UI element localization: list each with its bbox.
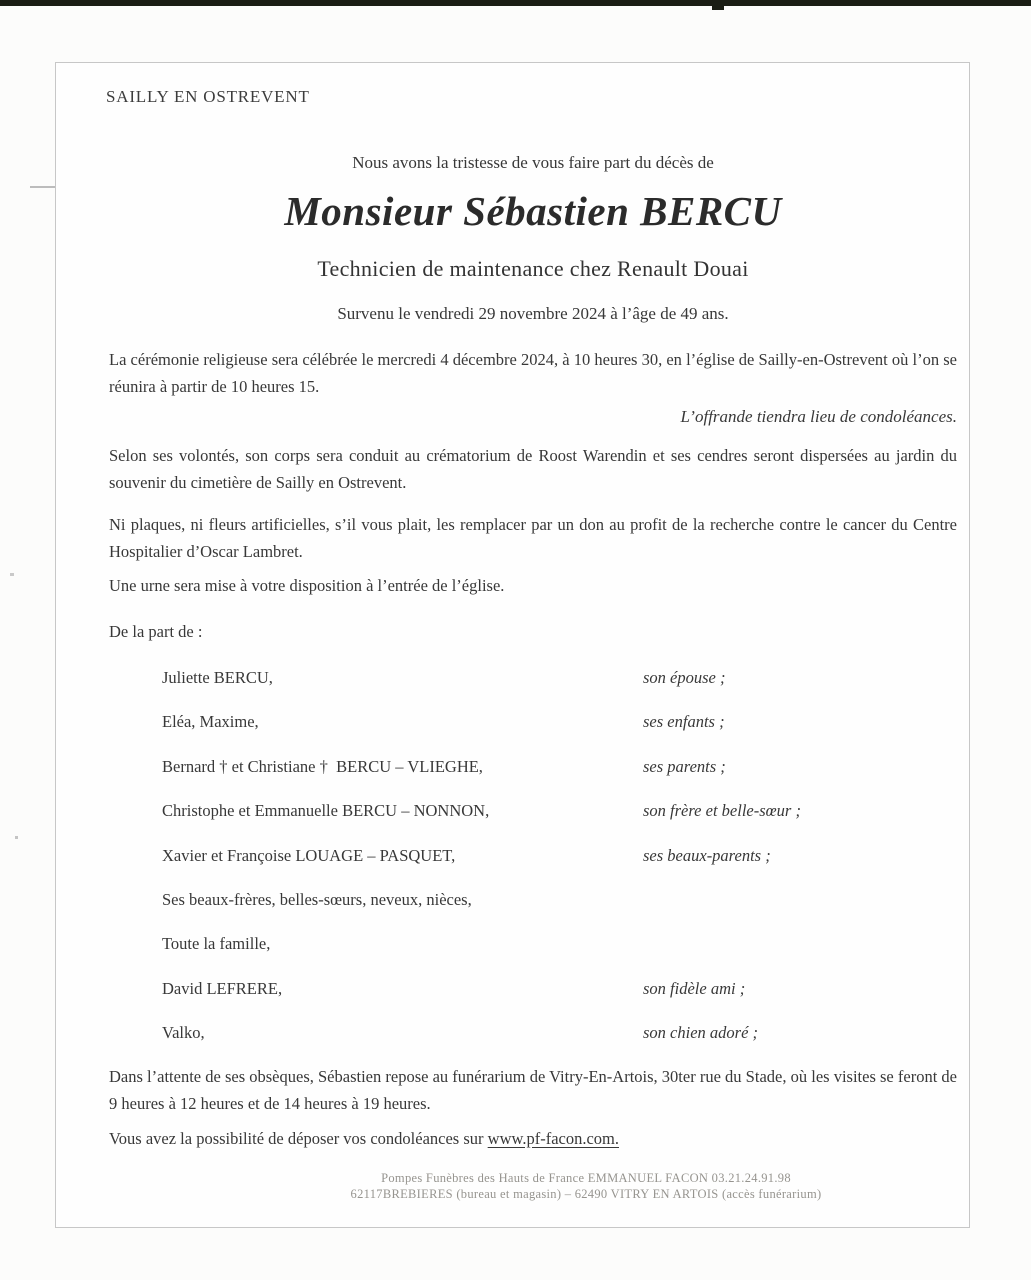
urn-line: Une urne sera mise à votre disposition à l’entrée de l’église. xyxy=(109,576,505,595)
scan-speck xyxy=(15,836,18,839)
family-member-name: Eléa, Maxime, xyxy=(162,712,259,732)
family-row xyxy=(162,756,1010,778)
cremation-paragraph: Selon ses volontés, son corps sera conduit au crématorium de Roost Warendin et ses cendres seront dispersées au jardin du souvenir du cimetière de Sailly en Ostrevent. xyxy=(109,446,957,492)
family-member-name: David LEFRERE, xyxy=(162,978,283,998)
family-member-name: Juliette BERCU, xyxy=(162,668,273,687)
family-member-name: Ses beaux-frères, belles-sœurs, neveux, nièces, xyxy=(162,889,472,909)
condolences-text: Vous avez la possibilité de déposer vos condoléances sur xyxy=(109,1129,488,1148)
family-row xyxy=(162,978,1010,1000)
footer-line1: Pompes Funèbres des Hauts de France EMMANUEL FACON 03.21.24.91.98 xyxy=(381,1171,791,1185)
deceased-name: Monsieur Sébastien BERCU xyxy=(284,188,782,234)
family-list xyxy=(162,667,1010,1067)
family-member-relation: ses parents ; xyxy=(643,756,726,776)
family-row xyxy=(162,1022,1010,1044)
location-heading: SAILLY EN OSTREVENT xyxy=(106,87,310,106)
family-member-relation: son fidèle ami ; xyxy=(643,978,746,998)
family-member-relation: ses beaux-parents ; xyxy=(643,845,771,865)
family-row xyxy=(162,667,1010,689)
family-member-name: Xavier et Françoise LOUAGE – PASQUET, xyxy=(162,845,456,865)
scan-artifact-top-bar-nub xyxy=(712,6,724,10)
family-member-relation: son épouse ; xyxy=(643,668,726,687)
family-member-name: Toute la famille, xyxy=(162,934,271,954)
death-date-line: Survenu le vendredi 29 novembre 2024 à l’âge de 49 ans. xyxy=(337,304,729,323)
donation-paragraph: Ni plaques, ni fleurs artificielles, s’il vous plait, les remplacer par un don au profit de la recherche contre le cancer du Centre Hospitalier d’Oscar Lambret. xyxy=(109,515,957,561)
family-row xyxy=(162,933,1010,955)
funeral-home-footer xyxy=(162,1171,1010,1202)
family-member-relation: son frère et belle-sœur ; xyxy=(643,801,801,821)
condolences-line xyxy=(109,1129,957,1149)
family-row xyxy=(162,845,1010,867)
from-label: De la part de : xyxy=(109,622,203,641)
family-member-name: Christophe et Emmanuelle BERCU – NONNON, xyxy=(162,801,490,821)
scan-speck xyxy=(10,573,14,576)
scan-artifact-top-bar xyxy=(0,0,1031,6)
footer-line2: 62117BREBIERES (bureau et magasin) – 62490 VITRY EN ARTOIS (accès funérarium) xyxy=(350,1186,822,1201)
family-row xyxy=(162,889,1010,911)
intro-line: Nous avons la tristesse de vous faire part du décès de xyxy=(352,153,714,172)
family-member-name: Valko, xyxy=(162,1023,205,1043)
condolences-url: www.pf-facon.com. xyxy=(487,1129,619,1148)
family-row xyxy=(162,800,1010,822)
offering-note: L’offrande tiendra lieu de condoléances. xyxy=(680,407,957,426)
family-row xyxy=(162,711,1010,733)
announcement-card xyxy=(55,62,970,1228)
deceased-profession: Technicien de maintenance chez Renault Douai xyxy=(317,256,749,281)
family-member-relation: son chien adoré ; xyxy=(643,1023,759,1043)
family-member-relation: ses enfants ; xyxy=(643,712,725,732)
family-member-name: Bernard † et Christiane † BERCU – VLIEGHE, xyxy=(162,756,483,776)
repose-paragraph: Dans l’attente de ses obsèques, Sébastien repose au funérarium de Vitry-En-Artois, 30ter rue du Stade, où les visites se feront de 9 heures à 12 heures et de 14 heures à 19 heures. xyxy=(109,1067,957,1113)
ceremony-paragraph: La cérémonie religieuse sera célébrée le mercredi 4 décembre 2024, à 10 heures 30, en l’église de Sailly-en-Ostrevent où l’on se réunira à partir de 10 heures 15. xyxy=(109,350,957,396)
